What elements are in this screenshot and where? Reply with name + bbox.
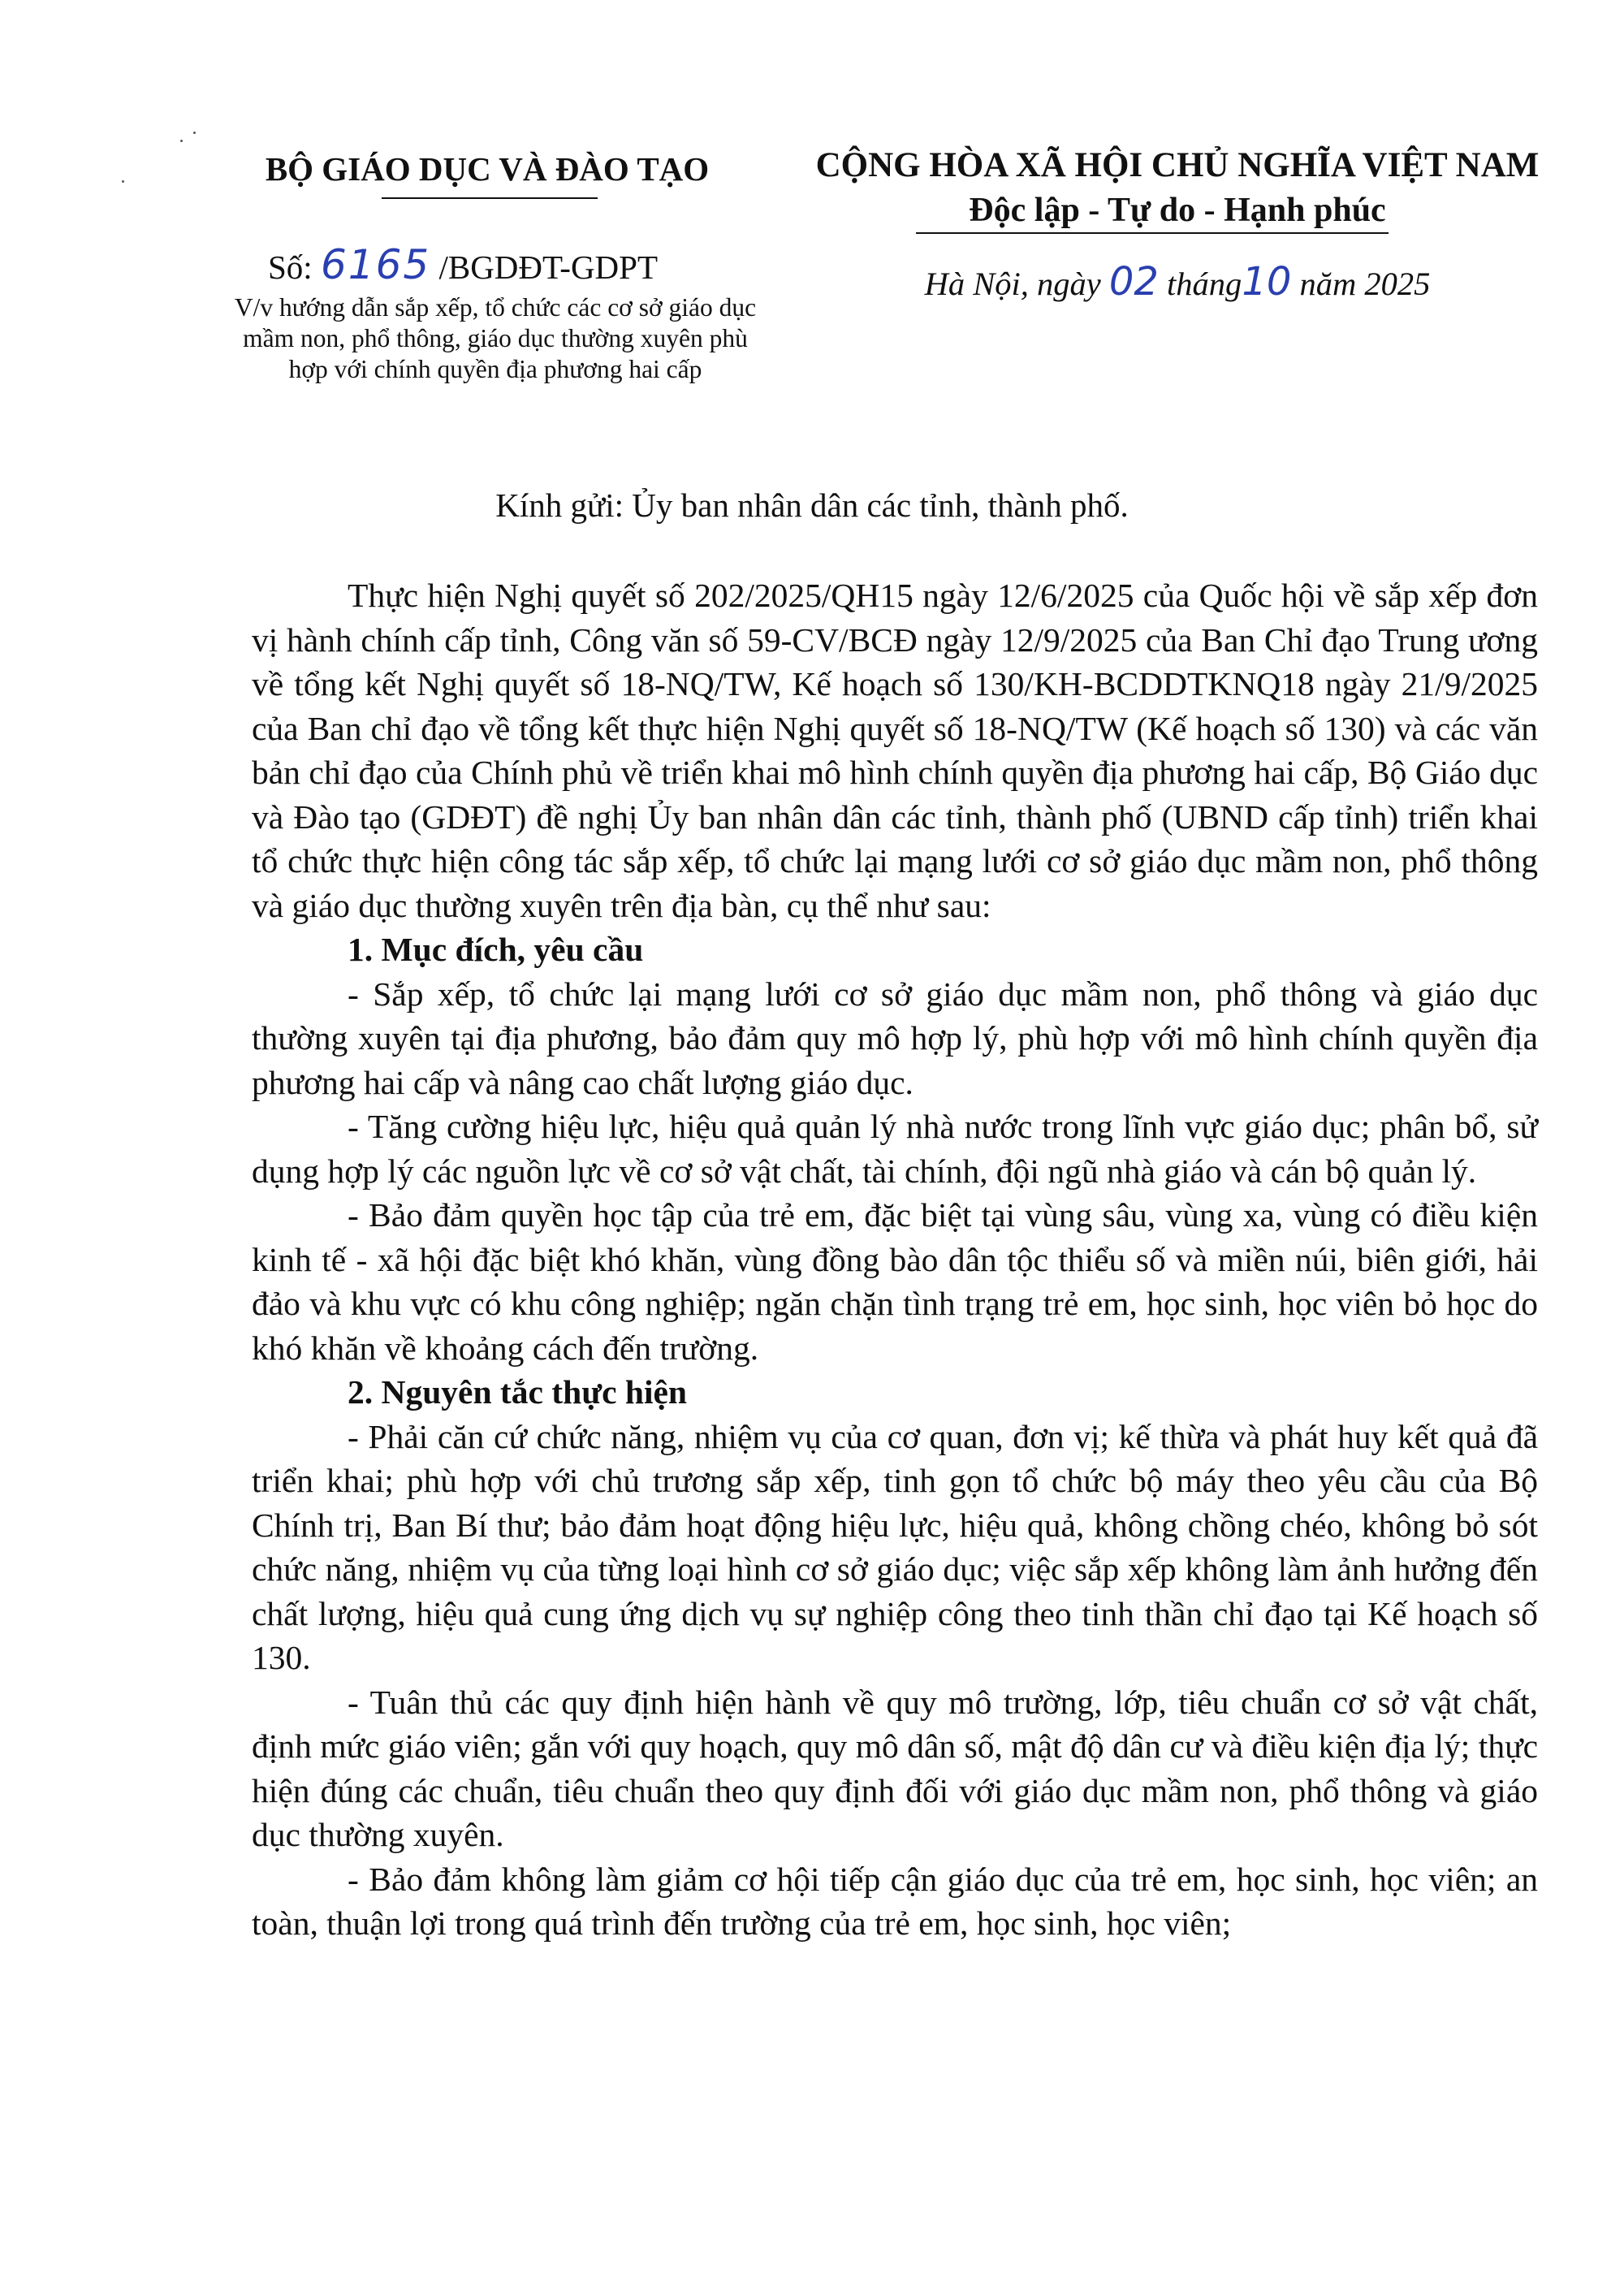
- agency-underline: [382, 197, 598, 199]
- doc-number-handwritten: 6165: [320, 241, 431, 288]
- national-motto: Độc lập - Tự do - Hạnh phúc: [969, 192, 1386, 229]
- section-heading: 1. Mục đích, yêu cầu: [348, 931, 644, 968]
- section-paragraph: - Phải căn cứ chức năng, nhiệm vụ của cơ quan, đơn vị; kế thừa và phát huy kết quả đã triển khai; phù hợp với chủ trương sắp xếp, tinh gọn tổ chức bộ máy theo yêu cầu của Bộ Chính trị, Ban Bí thư; bảo đảm hoạt động hiệu lực, hiệu quả, không chồng chéo, không bỏ sót chức năng, nhiệm vụ của từng loại hình cơ sở giáo dục; việc sắp xếp không làm ảnh hưởng đến chất lượng, hiệu quả cung ứng dịch vụ sự nghiệp công theo tinh thần chỉ đạo tại Kế hoạch số 130.: [252, 1417, 1538, 1676]
- motto-underline: [916, 232, 1389, 234]
- document-number: [268, 241, 723, 288]
- date-prefix: Hà Nội, ngày: [924, 266, 1101, 302]
- date-day-handwritten: 02: [1108, 259, 1159, 305]
- issuing-agency: BỘ GIÁO DỤC VÀ ĐÀO TẠO: [265, 150, 710, 188]
- doc-number-suffix: /BGDĐT-GDPT: [438, 249, 659, 286]
- scan-speck: [122, 180, 124, 183]
- date-month-handwritten: 10: [1242, 259, 1292, 305]
- recipient-line: Kính gửi: Ủy ban nhân dân các tỉnh, thành phố.: [495, 486, 1129, 524]
- section-paragraph: - Bảo đảm quyền học tập của trẻ em, đặc biệt tại vùng sâu, vùng xa, vùng có điều kiện kinh tế - xã hội đặc biệt khó khăn, vùng đồng bào dân tộc thiểu số và miền núi, biên giới, hải đảo và khu vực có khu công nghiệp; ngăn chặn tình trạng trẻ em, học sinh, học viên bỏ học do khó khăn về khoảng cách đến trường.: [252, 1196, 1538, 1367]
- document-subject: V/v hướng dẫn sắp xếp, tổ chức các cơ sở giáo dục mầm non, phổ thông, giáo dục thường xuyên phù hợp với chính quyền địa phương hai cấp: [234, 293, 757, 383]
- date-year: năm 2025: [1299, 266, 1431, 302]
- place-and-date: [771, 260, 1583, 306]
- document-body: [252, 573, 1538, 1946]
- section-paragraph: - Tăng cường hiệu lực, hiệu quả quản lý nhà nước trong lĩnh vực giáo dục; phân bổ, sử dụng hợp lý các nguồn lực về cơ sở vật chất, tài chính, đội ngũ nhà giáo và cán bộ quản lý.: [252, 1108, 1538, 1190]
- intro-paragraph: Thực hiện Nghị quyết số 202/2025/QH15 ngày 12/6/2025 của Quốc hội về sắp xếp đơn vị hành chính cấp tỉnh, Công văn số 59-CV/BCĐ ngày 12/9/2025 của Ban Chỉ đạo Trung ương về tổng kết Nghị quyết số 18-NQ/TW, Kế hoạch số 130/KH-BCDDTKNQ18 ngày 21/9/2025 của Ban chỉ đạo về tổng kết thực hiện Nghị quyết số 18-NQ/TW (Kế hoạch số 130) và các văn bản chỉ đạo của Chính phủ về triển khai mô hình chính quyền địa phương hai cấp, Bộ Giáo dục và Đào tạo (GDĐT) đề nghị Ủy ban nhân dân các tỉnh, thành phố (UBND cấp tỉnh) triển khai tổ chức thực hiện công tác sắp xếp, tổ chức lại mạng lưới cơ sở giáo dục mầm non, phổ thông và giáo dục thường xuyên trên địa bàn, cụ thể như sau:: [252, 577, 1538, 924]
- doc-number-prefix: Số:: [268, 249, 313, 286]
- scan-speck: [180, 140, 183, 142]
- national-title: CỘNG HÒA XÃ HỘI CHỦ NGHĨA VIỆT NAM: [815, 146, 1540, 184]
- date-month-label: tháng: [1167, 266, 1242, 302]
- section-paragraph: - Tuân thủ các quy định hiện hành về quy mô trường, lớp, tiêu chuẩn cơ sở vật chất, định mức giáo viên; gắn với quy hoạch, quy mô dân số, mật độ dân cư và điều kiện địa lý; thực hiện đúng các chuẩn, tiêu chuẩn theo quy định đối với giáo dục mầm non, phổ thông và giáo dục thường xuyên.: [252, 1683, 1538, 1853]
- section-heading: 2. Nguyên tắc thực hiện: [348, 1373, 687, 1411]
- section-paragraph: - Sắp xếp, tổ chức lại mạng lưới cơ sở giáo dục mầm non, phổ thông và giáo dục thường xuyên tại địa phương, bảo đảm quy mô hợp lý, phù hợp với mô hình chính quyền địa phương hai cấp và nâng cao chất lượng giáo dục.: [252, 975, 1538, 1101]
- section-paragraph: - Bảo đảm không làm giảm cơ hội tiếp cận giáo dục của trẻ em, học sinh, học viên; an toàn, thuận lợi trong quá trình đến trường của trẻ em, học sinh, học viên;: [252, 1860, 1538, 1942]
- scan-speck: [193, 132, 196, 134]
